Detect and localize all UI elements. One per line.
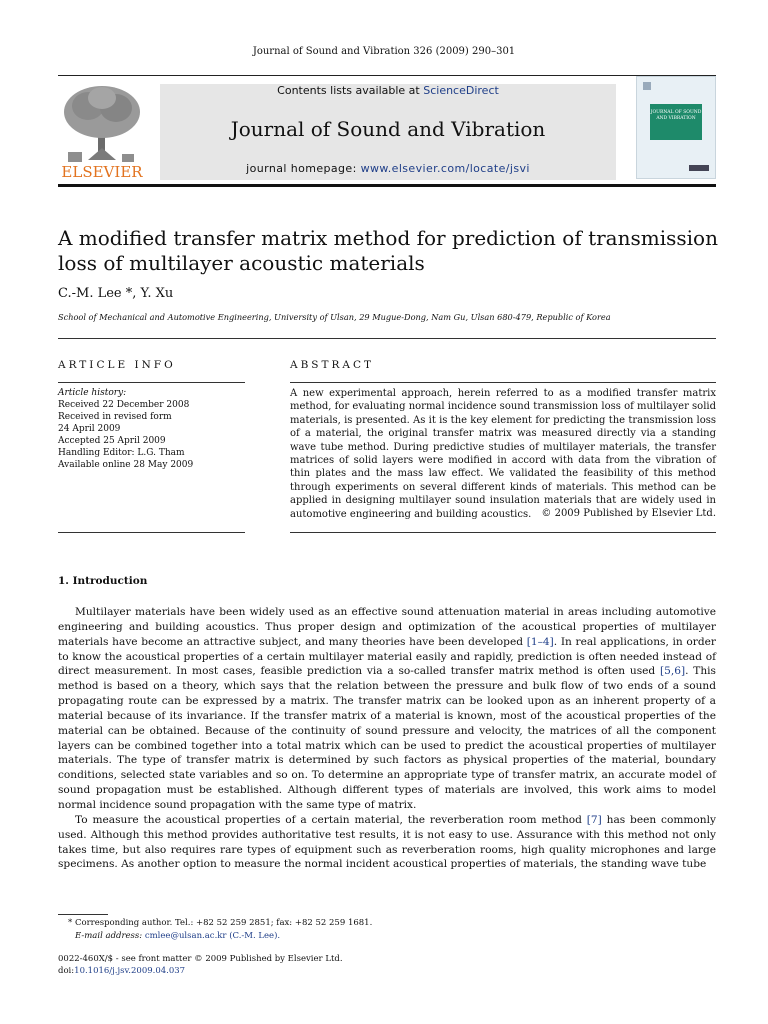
history-item: Received in revised form — [58, 412, 172, 422]
email-link[interactable]: cmlee@ulsan.ac.kr (C.-M. Lee). — [144, 931, 281, 941]
tree-logo-icon — [58, 82, 146, 182]
text-span: To measure the acoustical properties of a certain material, the reverberation room method — [75, 813, 587, 826]
issn-doi-block — [58, 953, 343, 977]
article-info-rule — [58, 382, 245, 383]
abstract-rule — [290, 382, 716, 383]
sciencedirect-link[interactable]: ScienceDirect — [423, 84, 499, 97]
cover-title-block: JOURNAL OF SOUND AND VIBRATION — [650, 104, 702, 140]
history-item: 24 April 2009 — [58, 424, 121, 434]
elsevier-logo[interactable] — [58, 82, 146, 182]
author-list: C.-M. Lee *, Y. Xu — [58, 286, 174, 301]
text-span: has been commonly used. Although this method provides authoritative test results, it is not easy to use. Assurance with this method not only takes time, but also requires rare types of equipment such as reverberation rooms, high quality microphones and large specimens. As another option to measure the normal incident acoustical properties of materials, the standing wave tube — [58, 813, 716, 871]
doi-link[interactable]: 10.1016/j.jsv.2009.04.037 — [74, 966, 186, 976]
homepage-link[interactable]: www.elsevier.com/locate/jsvi — [360, 162, 530, 175]
history-item: Received 22 December 2008 — [58, 400, 190, 410]
journal-name[interactable]: Journal of Sound and Vibration — [230, 117, 546, 141]
contents-available-line — [160, 84, 616, 97]
journal-cover-thumbnail[interactable] — [636, 76, 716, 179]
contents-prefix: Contents lists available at — [277, 84, 424, 97]
abstract-heading: ABSTRACT — [290, 359, 375, 371]
paper-title: A modified transfer matrix method for prediction of transmission loss of multilayer acoustic materials — [58, 226, 718, 275]
issn-line: 0022-460X/$ - see front matter © 2009 Published by Elsevier Ltd. — [58, 954, 343, 964]
article-info-bottom-rule — [58, 532, 245, 533]
top-divider — [58, 75, 716, 76]
paragraph-2 — [58, 813, 716, 872]
elsevier-wordmark: ELSEVIER — [61, 163, 143, 181]
history-item: Available online 28 May 2009 — [58, 460, 194, 470]
section-divider — [58, 338, 716, 339]
article-history — [58, 387, 245, 471]
introduction-heading: 1. Introduction — [58, 575, 148, 587]
history-item: Handling Editor: L.G. Tham — [58, 448, 185, 458]
reference-link[interactable]: [5,6] — [660, 665, 686, 678]
journal-homepage-line — [160, 162, 616, 175]
email-label: E-mail address: — [75, 931, 145, 941]
history-label: Article history: — [58, 388, 127, 398]
abstract-text: A new experimental approach, herein referred to as a modified transfer matrix method, for evaluating normal incidence sound transmission loss of multilayer solid materials, is presented. As it is the key element for predicting the transmission loss of a material, the original transfer matrix was measured directly via a standing wave tube method. During predictive studies of multilayer materials, the transfer matrices of solid layers were modified in accord with data from the vibration of thin plates and the mass law effect. We validated the feasibility of this method through experiments on several different kinds of materials. This method can be applied in designing multilayer sound insulation materials that are widely used in automotive engineering and building acoustics. — [290, 388, 716, 520]
article-info-heading: ARTICLE INFO — [58, 359, 176, 371]
paragraph-1 — [58, 605, 716, 813]
text-span: . In real applications, in order to know the acoustical properties of a certain multilayer material easily and rapidly, prediction is often needed instead of direct measurement. In most cases, feasible prediction via a so-called transfer matrix method is often used — [58, 635, 716, 678]
cover-corner-mark — [643, 82, 651, 90]
affiliation: School of Mechanical and Automotive Engineering, University of Ulsan, 29 Mugue-Dong, Nam Gu, Ulsan 680-479, Republic of Korea — [58, 312, 611, 322]
text-span: Multilayer materials have been widely used as an effective sound attenuation material in areas including automotive engineering and building acoustics. Thus proper design and optimization of the acoustical properties of multilayer materials have become an attractive subject, and many theories have been developed — [58, 606, 716, 648]
doi-label: doi: — [58, 966, 75, 976]
footnote-rule — [58, 914, 108, 915]
text-span: . This method is based on a theory, which says that the relation between the pressure and bulk flow of two ends of a sound propagating route can be expressed by a matrix. The transfer matrix can be looked upon as an inherent property of a material because of its invariance. If the transfer matrix of a material is known, most of the acoustical properties of the material can be obtained. Because of the continuity of sound pressure and velocity, the matrices of all the component layers can be combined together into a total matrix which can be used to predict the acoustical properties of multilayer materials. The type of transfer matrix is determined by such factors as physical properties of the material, boundary conditions, selected state variables and so on. To determine an appropriate type of transfer matrix, an accurate model of sound propagation must be established. Although different types of materials are involved, this work aims to model normal incidence sound propagation with the same type of matrix. — [58, 665, 716, 811]
introduction-body — [58, 605, 716, 872]
reference-link[interactable]: [1–4] — [526, 635, 554, 648]
homepage-prefix: journal homepage: — [246, 162, 361, 175]
cover-publisher-mark — [689, 165, 709, 171]
doi-line — [58, 965, 343, 977]
journal-citation: Journal of Sound and Vibration 326 (2009) 290–301 — [252, 46, 516, 57]
abstract-bottom-rule — [290, 532, 716, 533]
reference-link[interactable]: [7] — [586, 813, 602, 826]
header-thick-divider — [58, 184, 716, 187]
history-item: Accepted 25 April 2009 — [58, 436, 166, 446]
email-note — [75, 931, 280, 941]
corresponding-author-note: * Corresponding author. Tel.: +82 52 259 2851; fax: +82 52 259 1681. — [68, 918, 373, 928]
abstract-copyright: © 2009 Published by Elsevier Ltd. — [541, 508, 716, 519]
